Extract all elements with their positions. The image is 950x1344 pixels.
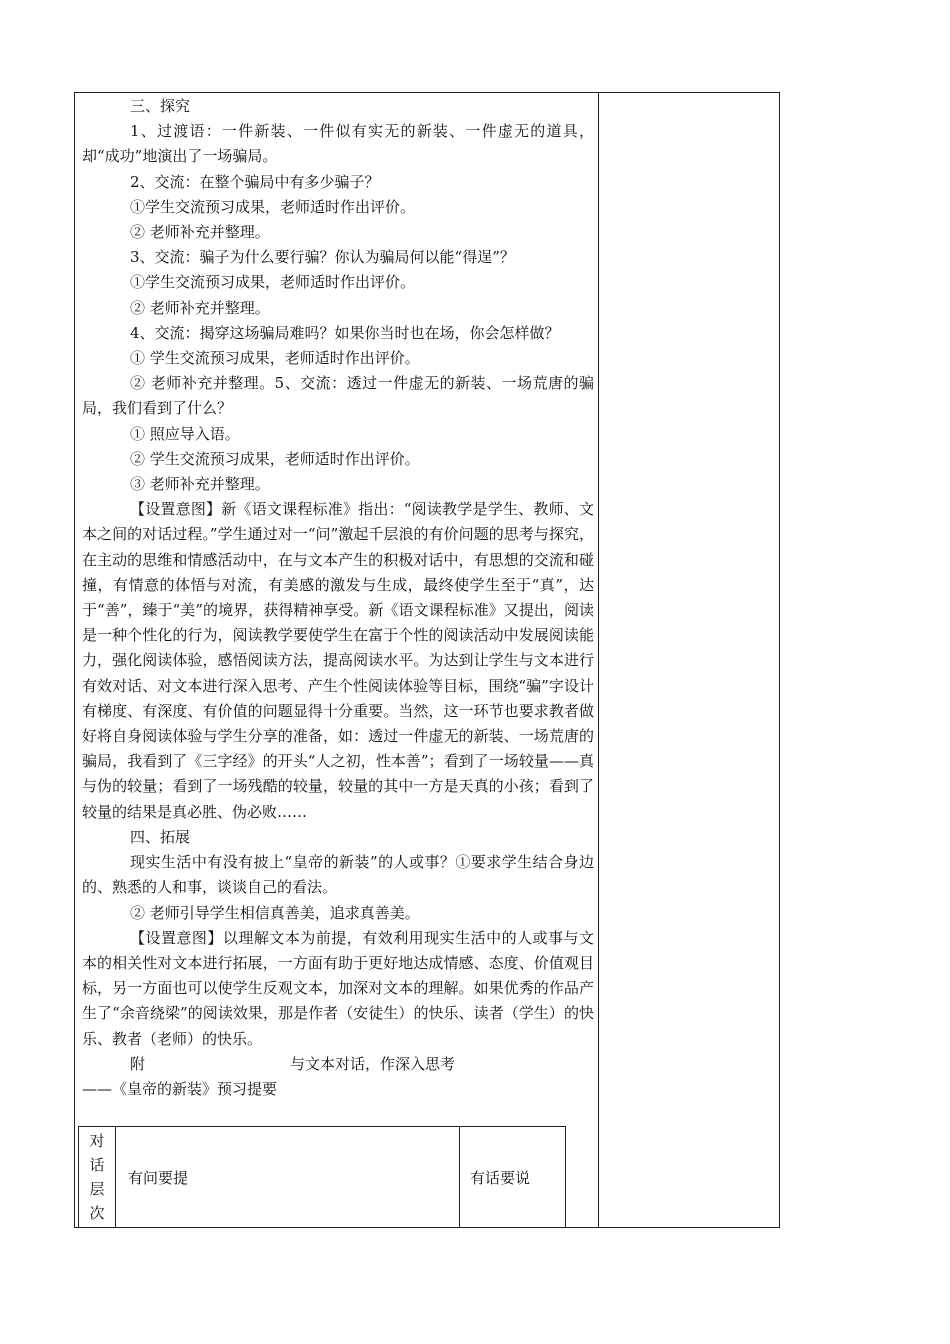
lesson-content [82,94,594,1102]
exchange-3-b: ② 老师补充并整理。 [130,298,270,317]
column-divider [598,92,599,1228]
transition-text: 1、过渡语：一件新装、一件似有实无的新装、一件虚无的道具，却“成功”地演出了一场骗局。 [82,122,594,166]
appendix-subtitle: ——《皇帝的新装》预习提要 [82,1079,278,1098]
extension-item-2: ② 老师引导学生相信真善美，追求真善美。 [130,903,420,922]
exchange-2: 2、交流：在整个骗局中有多少骗子？ [130,172,380,191]
dialogue-level-char: 次 [89,1204,105,1222]
exchange-4-a: ① 学生交流预习成果，老师适时作出评价。 [130,349,420,368]
table-row [79,1127,566,1228]
section3-heading: 三、探究 [130,97,191,115]
comments-cell: 有话要说 [460,1127,566,1228]
dialogue-level-char: 层 [89,1180,105,1198]
dialogue-level-cell [79,1127,116,1228]
exchange-4-b: ② 老师补充并整理。5、交流：透过一件虚无的新装、一场荒唐的骗局，我们看到了什么？ [82,374,594,418]
exchange-5-b: ② 学生交流预习成果，老师适时作出评价。 [130,449,420,468]
design-intent-4: 【设置意图】以理解文本为前提，有效利用现实生活中的人或事与文本的相关性对文本进行拓展，一方面有助于更好地达成情感、态度、价值观目标，另一方面也可以使学生反观文本，加深对文本的理解。如果优秀的作品产生了“余音绕梁”的阅读效果，那是作者（安徒生）的快乐、读者（学生）的快乐、教者（老师）的快乐。 [82,928,594,1048]
exchange-3-a: ①学生交流预习成果，老师适时作出评价。 [130,273,416,292]
exchange-5-a: ① 照应导入语。 [130,424,240,443]
extension-text: 现实生活中有没有披上“皇帝的新装”的人或事？①要求学生结合身边的、熟悉的人和事，谈谈自己的看法。 [82,853,594,897]
exchange-3: 3、交流：骗子为什么要行骗？你认为骗局何以能“得逞”？ [130,248,515,267]
appendix-label: 附 [130,1054,146,1073]
exchange-4: 4、交流：揭穿这场骗局难吗？如果你当时也在场，你会怎样做？ [130,323,560,342]
exchange-5-c: ③ 老师补充并整理。 [130,475,270,494]
appendix-line [82,1052,594,1077]
appendix-title: 与文本对话，作深入思考 [290,1054,456,1073]
dialogue-level-char: 话 [89,1156,105,1174]
exchange-2-b: ② 老师补充并整理。 [130,223,270,242]
dialogue-level-char: 对 [89,1132,105,1150]
exchange-2-a: ①学生交流预习成果，老师适时作出评价。 [130,197,416,216]
preview-table [78,1126,566,1228]
design-intent-3: 【设置意图】新《语文课程标准》指出：“阅读教学是学生、教师、文本之间的对话过程。”学生通过对一“问”激起千层浪的有价问题的思考与探究，在主动的思维和情感活动中，在与文本产生的积极对话中，有思想的交流和碰撞，有情意的体悟与对流，有美感的激发与生成，最终使学生至于“真”，达于“善”，臻于“美”的境界，获得精神享受。新《语文课程标准》又提出，阅读是一种个性化的行为，阅读教学要使学生在富于个性的阅读活动中发展阅读能力，强化阅读体验，感悟阅读方法，提高阅读水平。为达到让学生与文本进行有效对话、对文本进行深入思考、产生个性阅读体验等目标，围绕“骗”字设计有梯度、有深度、有价值的问题显得十分重要。当然，这一环节也要求教者做好将自身阅读体验与学生分享的准备，如：透过一件虚无的新装、一场荒唐的骗局，我看到了《三字经》的开头“人之初，性本善”；看到了一场较量——真与伪的较量；看到了一场残酷的较量，较量的其中一方是天真的小孩；看到了较量的结果是真必胜、伪必败…… [82,500,594,821]
questions-cell: 有问要提 [116,1127,460,1228]
section4-heading: 四、拓展 [130,827,191,846]
